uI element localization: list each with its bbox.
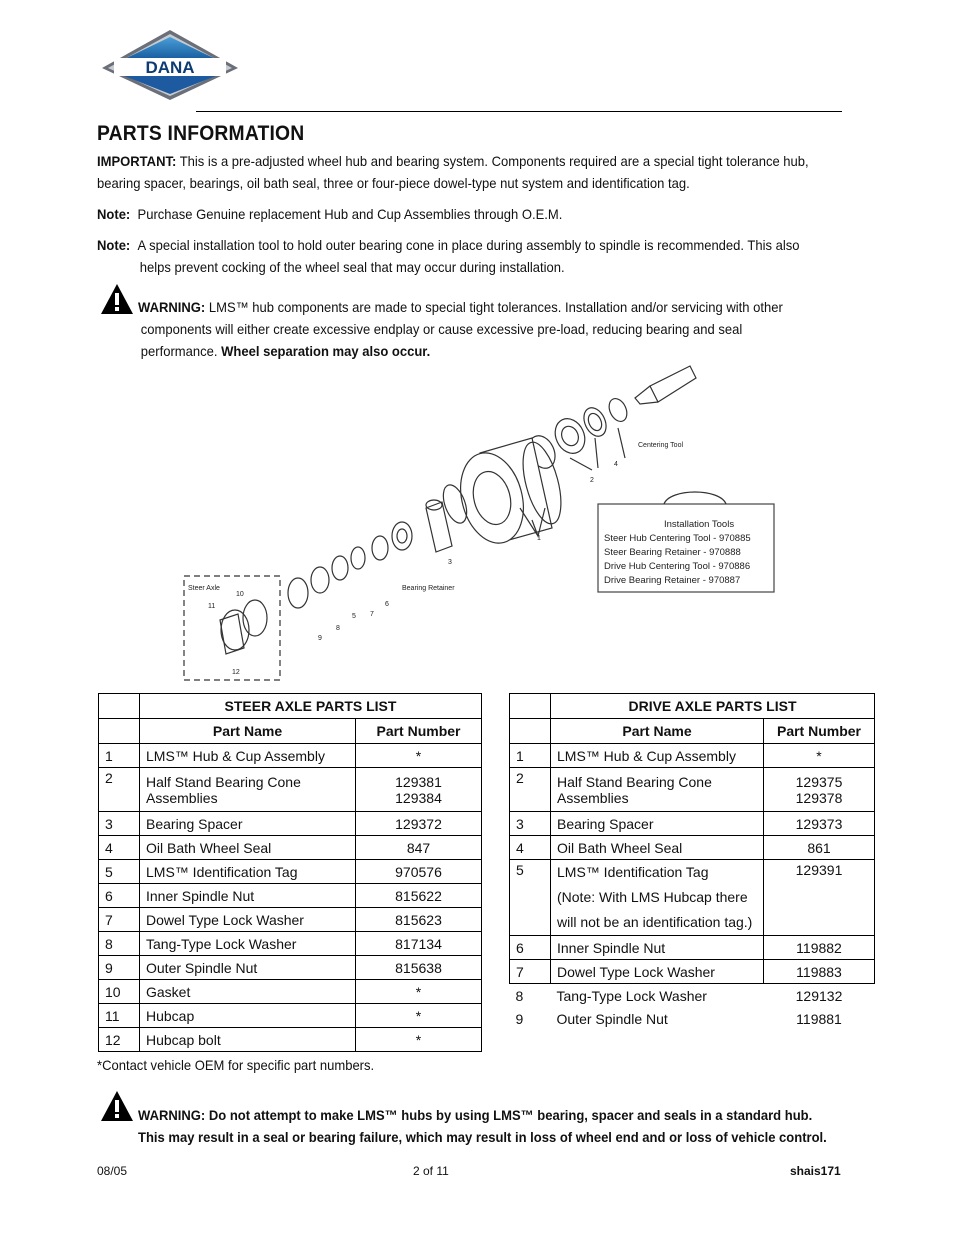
- warning-icon: [100, 1090, 134, 1127]
- table-row: 8 Tang-Type Lock Washer 817134: [99, 932, 482, 956]
- tool-1: Steer Hub Centering Tool - 970885: [604, 533, 751, 544]
- callout-10: 10: [236, 591, 244, 598]
- table-row: 9 Outer Spindle Nut 815638: [99, 956, 482, 980]
- note-2: [97, 234, 855, 278]
- table-header-row: [510, 694, 875, 719]
- table-row: 9 Outer Spindle Nut 119881: [515, 1010, 842, 1027]
- table-title: DRIVE AXLE PARTS LIST: [551, 694, 875, 719]
- callout-4: 4: [614, 461, 618, 468]
- table-row: 2 Half Stand Bearing Cone Assemblies 129375 129378: [510, 768, 875, 812]
- callout-1: 1: [537, 535, 541, 542]
- tool-3: Drive Hub Centering Tool - 970886: [604, 561, 751, 572]
- table-row: 7 Dowel Type Lock Washer 815623: [99, 908, 482, 932]
- warning-2-line-1: Do not attempt to make LMS™ hubs by using LMS™ bearing, spacer and seals in a standard hub.: [205, 1107, 813, 1123]
- table-column-header-row: [99, 719, 482, 744]
- dana-logo: [100, 28, 240, 102]
- logo-text: DANA: [145, 58, 195, 77]
- note-1-text: Purchase Genuine replacement Hub and Cup Assemblies through O.E.M.: [137, 206, 563, 222]
- table-row: 12 Hubcap bolt *: [99, 1028, 482, 1052]
- callout-3: 3: [448, 559, 452, 566]
- table-row: 4 Oil Bath Wheel Seal 847: [99, 836, 482, 860]
- warning-1-text: [138, 296, 873, 362]
- page-title: PARTS INFORMATION: [97, 122, 305, 145]
- note-1-label: Note:: [97, 206, 131, 222]
- column-header-part-number: Part Number: [764, 719, 875, 744]
- centering-tool-label: Centering Tool: [638, 442, 684, 449]
- table-row: 11 Hubcap *: [99, 1004, 482, 1028]
- table-row: 5 LMS™ Identification Tag (Note: With LMS Hubcap there will not be an identification tag.) 129391: [510, 860, 875, 936]
- important-label: IMPORTANT:: [97, 153, 177, 169]
- tool-4: Drive Bearing Retainer - 970887: [604, 575, 741, 586]
- tool-2: Steer Bearing Retainer - 970888: [604, 547, 741, 558]
- column-header-part-number: Part Number: [356, 719, 482, 744]
- warning-2-label: WARNING:: [138, 1107, 206, 1123]
- note-2-label: Note:: [97, 237, 131, 253]
- warning-1-label: WARNING:: [138, 299, 206, 315]
- callout-6: 6: [385, 601, 389, 608]
- exploded-hub-diagram: [180, 358, 780, 684]
- note-2-line-1: A special installation tool to hold outer bearing cone in place during assembly to spindle is recommended. This also: [137, 237, 800, 253]
- important-text: This is a pre-adjusted wheel hub and bearing system. Components required are a special tight tolerance hub, bearing spacer, bearings, oil bath seal, three or four-piece dowel-type nut system and identification tag.: [97, 153, 809, 191]
- table-header-row: [99, 694, 482, 719]
- callout-7: 7: [370, 611, 374, 618]
- table-row: 4 Oil Bath Wheel Seal 861: [510, 836, 875, 860]
- drive-axle-parts-table: [509, 693, 875, 1030]
- note-1: [97, 203, 855, 225]
- callout-9: 9: [318, 635, 322, 642]
- callout-8: 8: [336, 625, 340, 632]
- warning-2-text: [138, 1104, 827, 1148]
- warning-2-line-2: This may result in a seal or bearing failure, which may result in loss of wheel end and or loss of vehicle control.: [138, 1129, 827, 1145]
- important-paragraph: [97, 150, 855, 194]
- bearing-retainer-label: Bearing Retainer: [402, 585, 455, 592]
- steer-axle-parts-table: [98, 693, 482, 1052]
- table-row: 3 Bearing Spacer 129373: [510, 812, 875, 836]
- column-header-part-name: Part Name: [140, 719, 356, 744]
- table-row: 2 Half Stand Bearing Cone Assemblies 129381 129384: [99, 768, 482, 812]
- column-header-part-name: Part Name: [551, 719, 764, 744]
- table-row: 10 Gasket *: [99, 980, 482, 1004]
- note-2-line-2: helps prevent cocking of the wheel seal that may occur during installation.: [139, 259, 565, 275]
- callout-12: 12: [232, 669, 240, 676]
- footer-doc-code: shais171: [790, 1164, 841, 1178]
- warning-1-line-3: performance.: [140, 343, 222, 359]
- warning-1-line-1: LMS™ hub components are made to special tight tolerances. Installation and/or servicing with other: [205, 299, 783, 315]
- table-title: STEER AXLE PARTS LIST: [140, 694, 482, 719]
- footer-date: 08/05: [97, 1164, 128, 1178]
- table-row: 5 LMS™ Identification Tag 970576: [99, 860, 482, 884]
- steer-axle-label: Steer Axle: [188, 585, 220, 592]
- table-row: 1 LMS™ Hub & Cup Assembly *: [99, 744, 482, 768]
- table-row: 6 Inner Spindle Nut 815622: [99, 884, 482, 908]
- header-rule: [196, 111, 842, 112]
- table-row: 6 Inner Spindle Nut 119882: [510, 936, 875, 960]
- centering-tool-shaft: [650, 366, 696, 402]
- callout-5: 5: [352, 613, 356, 620]
- tools-box-title: Installation Tools: [664, 519, 735, 530]
- table-row: 3 Bearing Spacer 129372: [99, 812, 482, 836]
- warning-1-line-2: components will either create excessive endplay or cause excessive pre-load, reducing bearing and seal: [140, 321, 743, 337]
- callout-11: 11: [208, 603, 216, 610]
- warning-1-emphasis: Wheel separation may also occur.: [221, 343, 431, 359]
- footer-page-number: 2 of 11: [413, 1164, 449, 1178]
- table-row: 7 Dowel Type Lock Washer 119883: [510, 960, 875, 984]
- footnote: *Contact vehicle OEM for specific part numbers.: [97, 1057, 375, 1073]
- table-row: 1 LMS™ Hub & Cup Assembly *: [510, 744, 875, 768]
- table-row: 8 Tang-Type Lock Washer 129132: [515, 987, 843, 1004]
- callout-2: 2: [590, 477, 594, 484]
- table-column-header-row: [510, 719, 875, 744]
- warning-icon: [100, 283, 134, 320]
